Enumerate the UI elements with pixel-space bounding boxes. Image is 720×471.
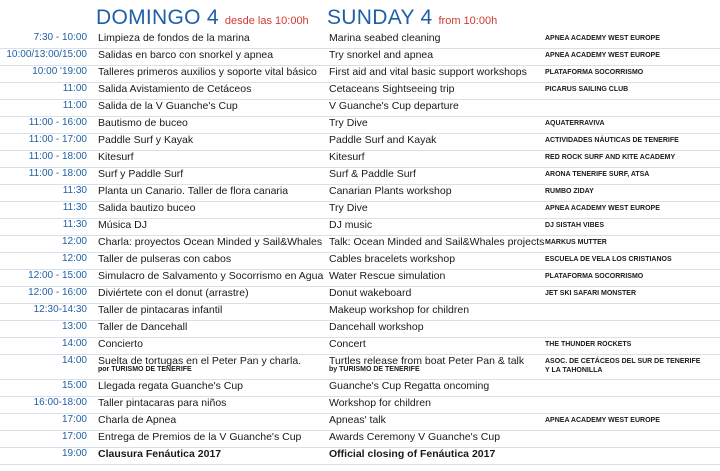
event-organizer bbox=[545, 170, 649, 179]
event-english-text: Try snorkel and apnea bbox=[329, 49, 434, 61]
event-english bbox=[329, 168, 416, 180]
event-organizer-text: PICARUS SAILING CLUB bbox=[545, 86, 629, 93]
event-spanish-text: Kitesurf bbox=[98, 151, 134, 163]
event-spanish bbox=[98, 236, 322, 248]
event-spanish bbox=[98, 431, 301, 443]
event-english-text: Donut wakeboard bbox=[329, 287, 412, 299]
event-spanish-text: Charla de Apnea bbox=[98, 414, 177, 426]
schedule-row bbox=[0, 185, 720, 202]
event-organizer-text: DJ SISTAH VIBES bbox=[545, 222, 604, 229]
event-english bbox=[329, 448, 495, 460]
event-organizer bbox=[545, 51, 660, 60]
event-organizer-text: MARKUS MUTTER bbox=[545, 239, 607, 246]
event-english bbox=[329, 49, 433, 61]
event-time: 11:30 bbox=[62, 185, 87, 196]
event-english bbox=[329, 83, 455, 95]
schedule-row bbox=[0, 202, 720, 219]
event-english-text: V Guanche's Cup departure bbox=[329, 100, 459, 112]
event-time: 16:00-18:00 bbox=[33, 397, 87, 408]
event-spanish bbox=[98, 100, 238, 112]
event-spanish-text: Surf y Paddle Surf bbox=[98, 168, 184, 180]
event-time: 14:00 bbox=[61, 338, 87, 349]
event-time: 7:30 - 10:00 bbox=[33, 32, 87, 43]
event-time: 10:00 '19:00 bbox=[32, 66, 87, 77]
event-organizer bbox=[545, 34, 660, 43]
schedule-row bbox=[0, 287, 720, 304]
event-spanish bbox=[98, 253, 231, 265]
event-organizer bbox=[545, 340, 631, 349]
event-spanish bbox=[98, 83, 251, 95]
event-organizer-text: ESCUELA DE VELA LOS CRISTIANOS bbox=[545, 256, 672, 263]
event-spanish bbox=[98, 32, 250, 44]
event-organizer-text: THE THUNDER ROCKETS bbox=[545, 341, 632, 348]
event-spanish-text: Taller de Dancehall bbox=[98, 321, 188, 333]
event-organizer bbox=[545, 68, 643, 77]
event-organizer bbox=[545, 119, 605, 128]
event-organizer-text: RED ROCK SURF AND KITE ACADEMY bbox=[545, 154, 676, 161]
event-english-text: DJ music bbox=[329, 219, 373, 231]
event-english-text: Official closing of Fenáutica 2017 bbox=[329, 448, 496, 460]
event-spanish bbox=[98, 134, 193, 146]
event-english bbox=[329, 66, 527, 78]
event-time: 11:00 - 18:00 bbox=[28, 151, 87, 162]
start-time-es: desde las 10:00h bbox=[224, 15, 309, 27]
event-spanish-text: Paddle Surf y Kayak bbox=[98, 134, 194, 146]
event-spanish bbox=[98, 304, 222, 316]
event-english-note: by TURISMO DE TENERIFE bbox=[329, 366, 420, 373]
event-organizer-text: PLATAFORMA SOCORRISMO bbox=[545, 69, 644, 76]
event-english-text: Cetaceans Sightseeing trip bbox=[329, 83, 455, 95]
event-organizer bbox=[545, 221, 604, 230]
event-english bbox=[329, 100, 459, 112]
event-english-text: Kitesurf bbox=[329, 151, 365, 163]
event-spanish bbox=[98, 397, 226, 409]
event-spanish bbox=[98, 66, 317, 78]
event-spanish-text: Entrega de Premios de la V Guanche's Cup bbox=[98, 431, 302, 443]
schedule-row bbox=[0, 355, 720, 380]
schedule-row bbox=[0, 253, 720, 270]
event-time: 13:00 bbox=[61, 321, 87, 332]
event-spanish-text: Taller de pintacaras infantil bbox=[98, 304, 223, 316]
schedule-row bbox=[0, 151, 720, 168]
day-title-es: DOMINGO 4 bbox=[96, 6, 219, 29]
event-organizer bbox=[545, 238, 607, 247]
event-time: 11:00 - 16:00 bbox=[28, 117, 87, 128]
event-organizer-text: PLATAFORMA SOCORRISMO bbox=[545, 273, 644, 280]
event-english bbox=[329, 338, 366, 350]
event-organizer-text-line2: Y LA TAHONILLA bbox=[545, 367, 603, 374]
event-spanish bbox=[98, 321, 187, 333]
event-spanish-text: Salidas en barco con snorkel y apnea bbox=[98, 49, 274, 61]
event-english-text: Makeup workshop for children bbox=[329, 304, 470, 316]
event-english-text: Dancehall workshop bbox=[329, 321, 424, 333]
schedule-row bbox=[0, 219, 720, 236]
event-english-text: Concert bbox=[329, 338, 366, 350]
event-spanish-text: Taller pintacaras para niños bbox=[98, 397, 227, 409]
event-english-text: Water Rescue simulation bbox=[329, 270, 446, 282]
event-organizer bbox=[545, 272, 643, 281]
event-spanish bbox=[98, 414, 176, 426]
event-time: 17:00 bbox=[61, 414, 87, 425]
event-time: 11:00 - 18:00 bbox=[28, 168, 87, 179]
event-time: 12:30-14:30 bbox=[33, 304, 87, 315]
event-english-text: Marina seabed cleaning bbox=[329, 32, 441, 44]
event-spanish-text: Limpieza de fondos de la marina bbox=[98, 32, 250, 44]
schedule-row bbox=[0, 321, 720, 338]
event-time: 14:00 bbox=[61, 355, 87, 366]
event-english-text: Surf & Paddle Surf bbox=[329, 168, 416, 180]
event-english bbox=[329, 270, 445, 282]
event-spanish bbox=[98, 287, 249, 299]
start-time-en: from 10:00h bbox=[438, 15, 498, 27]
event-time: 19:00 bbox=[61, 448, 87, 459]
event-time: 12:00 bbox=[61, 253, 87, 264]
schedule-row bbox=[0, 338, 720, 355]
schedule-row bbox=[0, 83, 720, 100]
event-spanish-note: por TURISMO DE TENERIFE bbox=[98, 366, 192, 373]
header-spanish bbox=[96, 6, 309, 32]
event-spanish bbox=[98, 168, 183, 180]
event-spanish-text: Concierto bbox=[98, 338, 143, 350]
schedule-row bbox=[0, 236, 720, 253]
event-english bbox=[329, 236, 544, 248]
event-spanish-text: Charla: proyectos Ocean Minded y Sail&Whales bbox=[98, 236, 323, 248]
schedule-row bbox=[0, 117, 720, 134]
event-spanish-text: Talleres primeros auxilios y soporte vital básico bbox=[98, 66, 317, 78]
event-english bbox=[329, 304, 469, 316]
schedule-row bbox=[0, 168, 720, 185]
event-organizer-text: AQUATERRAVIVA bbox=[545, 120, 605, 127]
event-english bbox=[329, 32, 441, 44]
event-spanish-text: Salida bautizo buceo bbox=[98, 202, 196, 214]
event-english bbox=[329, 321, 424, 333]
event-spanish-text: Taller de pulseras con cabos bbox=[98, 253, 232, 265]
event-english bbox=[329, 253, 455, 265]
schedule-row bbox=[0, 66, 720, 83]
event-english bbox=[329, 431, 500, 443]
event-spanish bbox=[98, 380, 243, 392]
event-time: 11:30 bbox=[62, 202, 87, 213]
event-english bbox=[329, 380, 489, 392]
event-organizer-text: JET SKI SAFARI MONSTER bbox=[545, 290, 637, 297]
event-spanish bbox=[98, 448, 221, 460]
day-title-en: SUNDAY 4 bbox=[327, 6, 433, 29]
header-english bbox=[327, 6, 497, 32]
schedule-row bbox=[0, 100, 720, 117]
schedule-row bbox=[0, 448, 720, 465]
event-spanish bbox=[98, 117, 188, 129]
schedule-row bbox=[0, 32, 720, 49]
event-english bbox=[329, 202, 368, 214]
event-english bbox=[329, 219, 372, 231]
event-time: 11:00 bbox=[62, 100, 87, 111]
event-english-text: Awards Ceremony V Guanche's Cup bbox=[329, 431, 501, 443]
schedule-row bbox=[0, 380, 720, 397]
event-organizer-text: APNEA ACADEMY WEST EUROPE bbox=[545, 205, 660, 212]
event-time: 17:00 bbox=[61, 431, 87, 442]
event-english bbox=[329, 151, 365, 163]
schedule-table bbox=[0, 32, 720, 465]
event-english-text: First aid and vital basic support workshops bbox=[329, 66, 527, 78]
event-spanish-text: Clausura Fenáutica 2017 bbox=[98, 448, 222, 460]
event-organizer bbox=[545, 187, 594, 196]
event-spanish bbox=[98, 338, 143, 350]
event-spanish-text: Suelta de tortugas en el Peter Pan y charla. bbox=[98, 355, 302, 367]
event-organizer-text: APNEA ACADEMY WEST EUROPE bbox=[545, 417, 660, 424]
schedule-row bbox=[0, 134, 720, 151]
event-english bbox=[329, 414, 386, 426]
event-organizer-text: ARONA TENERIFE SURF, ATSA bbox=[545, 171, 650, 178]
event-english-text: Workshop for children bbox=[329, 397, 431, 409]
event-english bbox=[329, 287, 411, 299]
event-organizer-text: APNEA ACADEMY WEST EUROPE bbox=[545, 52, 660, 59]
event-english bbox=[329, 185, 452, 197]
schedule-row bbox=[0, 49, 720, 66]
event-organizer bbox=[545, 357, 700, 375]
event-spanish-text: Música DJ bbox=[98, 219, 148, 231]
event-organizer bbox=[545, 85, 628, 94]
event-english-text: Try Dive bbox=[329, 202, 368, 214]
event-time: 11:00 bbox=[62, 83, 87, 94]
schedule-row bbox=[0, 304, 720, 321]
event-time: 10:00/13:00/15:00 bbox=[6, 49, 87, 60]
event-time: 12:00 - 16:00 bbox=[28, 287, 87, 298]
event-spanish-text: Salida Avistamiento de Cetáceos bbox=[98, 83, 252, 95]
event-time: 12:00 bbox=[61, 236, 87, 247]
event-english-text: Try Dive bbox=[329, 117, 368, 129]
event-organizer bbox=[545, 153, 675, 162]
event-organizer bbox=[545, 255, 672, 264]
event-english-text: Apneas' talk bbox=[329, 414, 386, 426]
event-spanish bbox=[98, 270, 323, 282]
event-english-text: Guanche's Cup Regatta oncoming bbox=[329, 380, 490, 392]
event-spanish bbox=[98, 185, 288, 197]
event-organizer-text: ACTIVIDADES NÁUTICAS DE TENERIFE bbox=[545, 137, 679, 144]
event-spanish bbox=[98, 151, 134, 163]
schedule-row bbox=[0, 397, 720, 414]
event-organizer bbox=[545, 204, 660, 213]
event-spanish-text: Llegada regata Guanche's Cup bbox=[98, 380, 244, 392]
event-spanish-text: Diviértete con el donut (arrastre) bbox=[98, 287, 249, 299]
event-time: 11:30 bbox=[62, 219, 87, 230]
event-spanish-text: Bautismo de buceo bbox=[98, 117, 188, 129]
event-organizer-text: ASOC. DE CETÁCEOS DEL SUR DE TENERIFE bbox=[545, 358, 701, 365]
event-spanish-text: Planta un Canario. Taller de flora canaria bbox=[98, 185, 289, 197]
event-spanish-text: Salida de la V Guanche's Cup bbox=[98, 100, 238, 112]
event-spanish-text: Simulacro de Salvamento y Socorrismo en Agua bbox=[98, 270, 324, 282]
event-english bbox=[329, 134, 436, 146]
event-organizer-text: APNEA ACADEMY WEST EUROPE bbox=[545, 35, 660, 42]
event-english-text: Canarian Plants workshop bbox=[329, 185, 452, 197]
schedule-row bbox=[0, 414, 720, 431]
event-english-text: Paddle Surf and Kayak bbox=[329, 134, 437, 146]
event-english-text: Talk: Ocean Minded and Sail&Whales projects bbox=[329, 236, 545, 248]
event-english bbox=[329, 397, 431, 409]
event-time: 12:00 - 15:00 bbox=[28, 270, 87, 281]
event-english bbox=[329, 355, 524, 374]
event-english-text: Cables bracelets workshop bbox=[329, 253, 456, 265]
event-organizer-text: RUMBO ZIDAY bbox=[545, 188, 594, 195]
schedule-row bbox=[0, 431, 720, 448]
event-organizer bbox=[545, 289, 636, 298]
event-spanish bbox=[98, 49, 273, 61]
event-spanish bbox=[98, 355, 301, 374]
event-organizer bbox=[545, 416, 660, 425]
event-time: 15:00 bbox=[61, 380, 87, 391]
schedule-row bbox=[0, 270, 720, 287]
event-time: 11:00 - 17:00 bbox=[28, 134, 87, 145]
event-spanish bbox=[98, 202, 196, 214]
event-spanish bbox=[98, 219, 147, 231]
event-organizer bbox=[545, 136, 679, 145]
event-english bbox=[329, 117, 368, 129]
event-english-text: Turtles release from boat Peter Pan & talk bbox=[329, 355, 525, 367]
